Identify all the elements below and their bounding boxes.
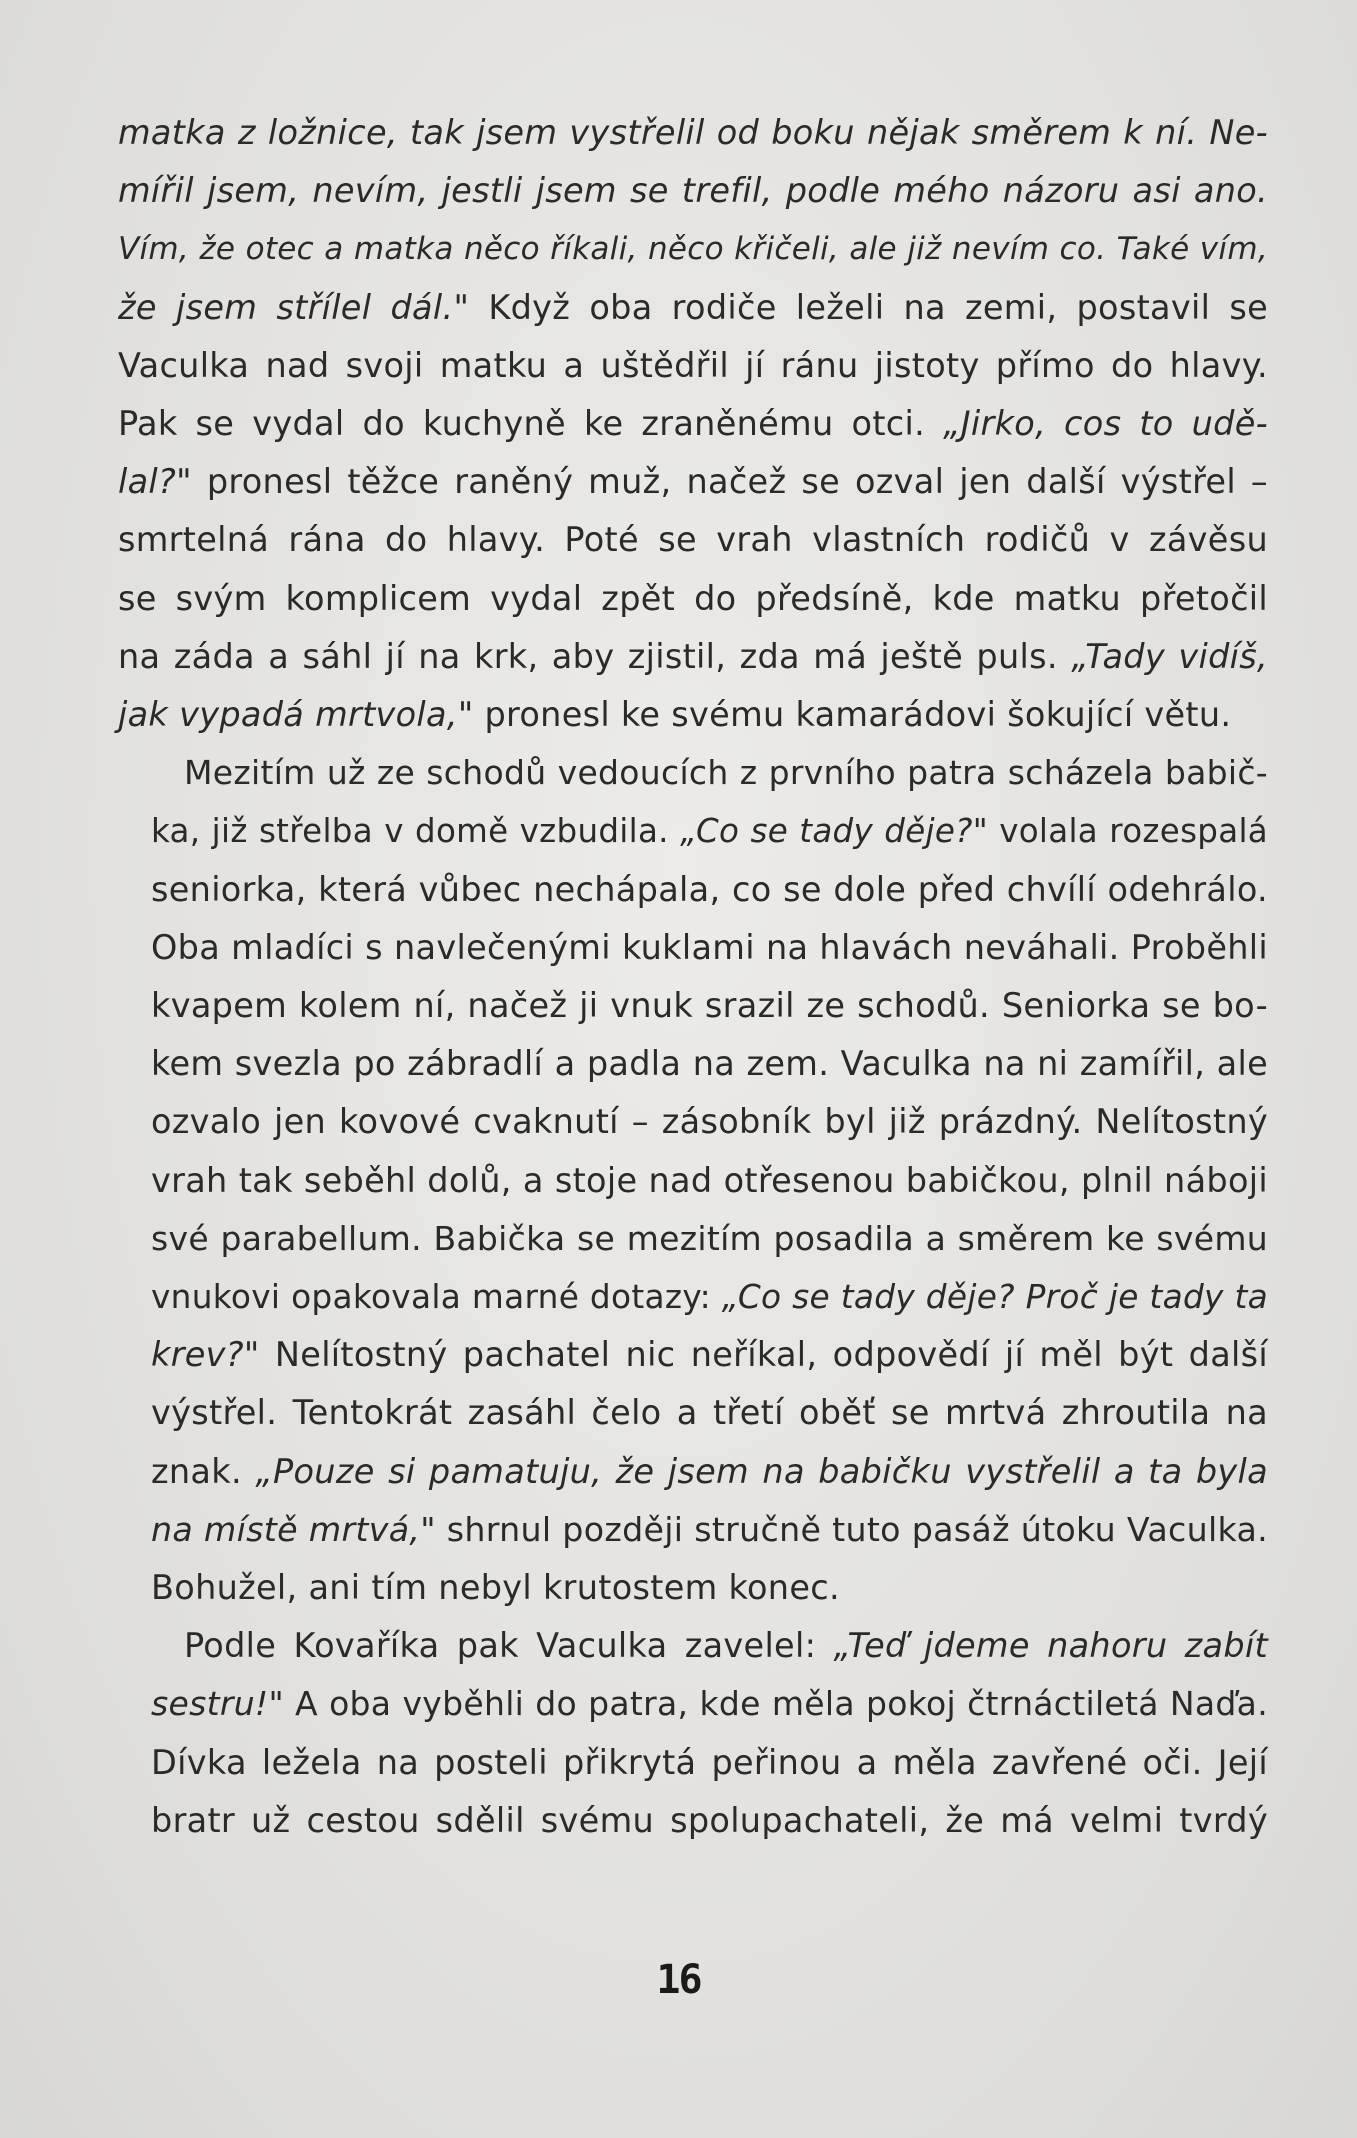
page-number: 16 <box>656 1957 701 2003</box>
text-fragment: se svým komplicem vydal zpět do předsíně, kde matku přetočil <box>118 578 1268 618</box>
quote-fragment: „Teď jdeme nahoru zabít <box>833 1626 1268 1666</box>
text-fragment: Vaculka nad svoji matku a uštědřil jí ránu jistoty přímo do hlavy. <box>118 345 1268 385</box>
text-line <box>118 1152 1268 1210</box>
paragraph <box>118 744 1268 1617</box>
text-fragment: Pak se vydal do kuchyně ke zraněnému otci. <box>118 404 944 444</box>
quote-fragment: matka z ložnice, tak jsem vystřelil od boku nějak směrem k ní. Ne- <box>118 113 1268 152</box>
text-line <box>118 1734 1268 1792</box>
quote-fragment: „Co se tady děje?" <box>680 812 988 851</box>
quote-fragment: že jsem střílel dál." <box>118 287 470 327</box>
text-fragment: výstřel. Tentokrát zasáhl čelo a třetí oběť se mrtvá zhroutila na <box>151 1393 1268 1433</box>
text-line <box>118 1326 1268 1384</box>
text-line <box>118 744 1268 802</box>
text-fragment: shrnul později stručně tuto pasáž útoku Vaculka. <box>435 1509 1268 1549</box>
text-fragment: Nelítostný pachatel nic neříkal, odpovědí jí měl být další <box>259 1335 1268 1375</box>
text-line <box>118 1675 1268 1733</box>
quote-fragment: jak vypadá mrtvola," <box>118 695 474 735</box>
text-fragment: kem svezla po zábradlí a padla na zem. Vaculka na ni zamířil, ale <box>151 1044 1268 1084</box>
text-line <box>118 802 1268 860</box>
text-fragment: seniorka, která vůbec nechápala, co se dole před chvílí odehrálo. <box>151 869 1268 909</box>
text-line <box>118 1035 1268 1093</box>
text-line <box>118 104 1268 162</box>
text-line <box>118 1617 1268 1675</box>
text-line <box>118 1210 1268 1268</box>
text-line <box>118 1559 1268 1617</box>
paragraph <box>118 1617 1268 1850</box>
text-line <box>118 1792 1268 1850</box>
text-fragment: vnukovi opakovala marné dotazy: <box>151 1278 722 1317</box>
text-fragment: kvapem kolem ní, načež ji vnuk srazil ze schodů. Seniorka se bo- <box>151 986 1268 1026</box>
quote-fragment: mířil jsem, nevím, jestli jsem se trefil, podle mého názoru asi ano. <box>118 171 1268 211</box>
quote-fragment: „Co se tady děje? Proč je tady ta <box>721 1278 1268 1317</box>
text-line <box>118 162 1268 220</box>
text-fragment: Podle Kovaříka pak Vaculka zavelel: <box>184 1626 834 1666</box>
text-fragment: znak. <box>151 1451 256 1491</box>
text-line <box>118 1384 1268 1442</box>
text-fragment: bratr už cestou sdělil svému spolupachateli, že má velmi tvrdý <box>151 1800 1268 1840</box>
quote-fragment: Vím, že otec a matka něco říkali, něco křičeli, ale již nevím co. Také vím, <box>118 231 1268 268</box>
text-line <box>118 220 1268 278</box>
text-line <box>118 337 1268 395</box>
text-fragment: Oba mladíci s navlečenými kuklami na hlavách neváhali. Proběhli <box>151 927 1268 967</box>
text-line <box>118 1093 1268 1151</box>
text-fragment: Mezitím už ze schodů vedoucích z prvního patra scházela babič- <box>184 753 1268 793</box>
text-line <box>118 570 1268 628</box>
text-line <box>118 511 1268 569</box>
text-fragment: Bohužel, ani tím nebyl krutostem konec. <box>151 1568 840 1608</box>
text-line <box>118 977 1268 1035</box>
text-fragment: smrtelná rána do hlavy. Poté se vrah vlastních rodičů v závěsu <box>118 520 1268 560</box>
text-fragment: Dívka ležela na posteli přikrytá peřinou a měla zavřené oči. Její <box>151 1742 1268 1782</box>
paragraph <box>118 104 1268 744</box>
quote-fragment: na místě mrtvá," <box>151 1509 436 1549</box>
body-text <box>118 104 1268 1850</box>
text-line <box>118 861 1268 919</box>
text-line <box>118 1501 1268 1559</box>
text-line <box>118 395 1268 453</box>
text-fragment: ozvalo jen kovové cvaknutí – zásobník byl již prázdný. Nelítostný <box>151 1102 1268 1142</box>
quote-fragment: sestru!" <box>151 1684 284 1724</box>
text-fragment: ka, již střelba v domě vzbudila. <box>151 812 681 851</box>
quote-fragment: „Tady vidíš, <box>1071 636 1268 676</box>
quote-fragment: lal?" <box>118 462 192 502</box>
text-fragment: pronesl ke svému kamarádovi šokující větu. <box>473 695 1232 735</box>
text-fragment: své parabellum. Babička se mezitím posadila a směrem ke svému <box>151 1218 1268 1258</box>
text-line <box>118 686 1268 744</box>
text-line <box>118 453 1268 511</box>
text-fragment: Když oba rodiče leželi na zemi, postavil se <box>469 287 1269 327</box>
text-line <box>118 1443 1268 1501</box>
quote-fragment: krev?" <box>151 1335 260 1375</box>
text-fragment: volala rozespalá <box>987 812 1268 851</box>
text-fragment: A oba vyběhli do patra, kde měla pokoj čtrnáctiletá Naďa. <box>283 1684 1268 1724</box>
text-line <box>118 1268 1268 1326</box>
text-fragment: vrah tak seběhl dolů, a stoje nad otřesenou babičkou, plnil náboji <box>151 1160 1268 1200</box>
quote-fragment: „Jirko, cos to udě- <box>943 404 1269 444</box>
quote-fragment: „Pouze si pamatuju, že jsem na babičku vystřelil a ta byla <box>255 1451 1268 1491</box>
text-line <box>118 279 1268 337</box>
text-line <box>118 628 1268 686</box>
text-fragment: na záda a sáhl jí na krk, aby zjistil, zda má ještě puls. <box>118 636 1072 676</box>
text-fragment: pronesl těžce raněný muž, načež se ozval jen další výstřel – <box>191 462 1268 502</box>
text-line <box>118 919 1268 977</box>
